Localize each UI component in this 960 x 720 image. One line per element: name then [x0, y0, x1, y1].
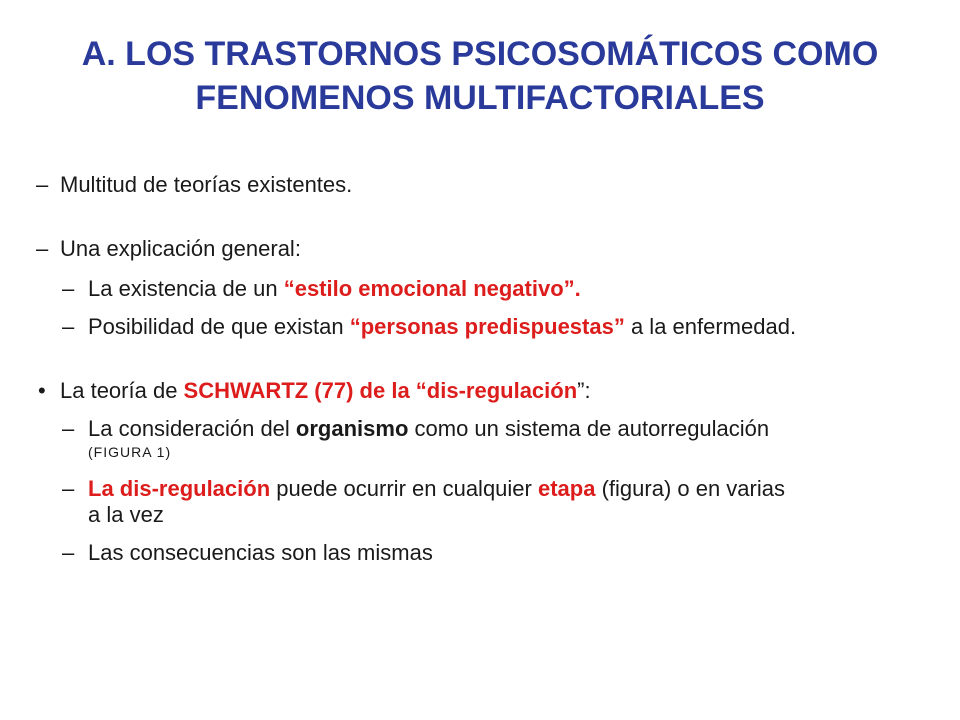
dash-marker: –: [62, 276, 75, 301]
subitem-consecuencias: [88, 540, 433, 566]
subitem-disregulacion-cont: a la vez: [88, 502, 164, 527]
slide-title: [0, 32, 960, 120]
subitem-estilo-text: La existencia de un: [88, 276, 284, 301]
bullet-marker: •: [38, 378, 46, 403]
subitem-personas: [88, 314, 796, 340]
subitem-disregulacion-tail: (figura) o en varias: [595, 476, 785, 501]
slide-title-line-2: FENOMENOS MULTIFACTORIALES: [195, 79, 765, 117]
subitem-consecuencias-text: Las consecuencias son las mismas: [88, 540, 433, 565]
subitem-disregulacion: [88, 476, 785, 502]
subitem-personas-text: Posibilidad de que existan: [88, 314, 350, 339]
figure-note: (FIGURA 1): [88, 444, 172, 460]
subitem-organismo-tail: como un sistema de autorregulación: [408, 416, 770, 441]
dash-marker: –: [62, 416, 75, 441]
subitem-personas-highlight: “personas predispuestas”: [349, 314, 625, 339]
dash-marker: –: [36, 172, 49, 197]
dash-marker: –: [62, 476, 75, 501]
item-explicacion-text: Una explicación general:: [60, 236, 301, 261]
subitem-organismo: [88, 416, 769, 442]
subitem-etapa-highlight: etapa: [537, 476, 596, 501]
item-multitud: [60, 172, 352, 198]
dash-marker: –: [62, 314, 75, 339]
item-schwartz-highlight: SCHWARTZ (77) de la “dis-regulación: [183, 378, 578, 403]
subitem-disregulacion-highlight: La dis-regulación: [88, 476, 271, 501]
item-schwartz-text: La teoría de: [60, 378, 184, 403]
dash-marker: –: [62, 540, 75, 565]
item-schwartz: [60, 378, 591, 404]
dash-marker: –: [36, 236, 49, 261]
item-explicacion: [60, 236, 301, 262]
subitem-estilo: [88, 276, 581, 302]
subitem-organismo-bold: organismo: [295, 416, 409, 441]
item-schwartz-tail: ”:: [577, 378, 591, 403]
subitem-organismo-text: La consideración del: [88, 416, 296, 441]
subitem-disregulacion-text: puede ocurrir en cualquier: [270, 476, 538, 501]
subitem-personas-tail: a la enfermedad.: [624, 314, 797, 339]
subitem-estilo-highlight: “estilo emocional negativo”.: [283, 276, 581, 301]
slide-title-line-1: A. LOS TRASTORNOS PSICOSOMÁTICOS COMO: [81, 35, 879, 73]
item-multitud-text: Multitud de teorías existentes.: [60, 172, 353, 197]
